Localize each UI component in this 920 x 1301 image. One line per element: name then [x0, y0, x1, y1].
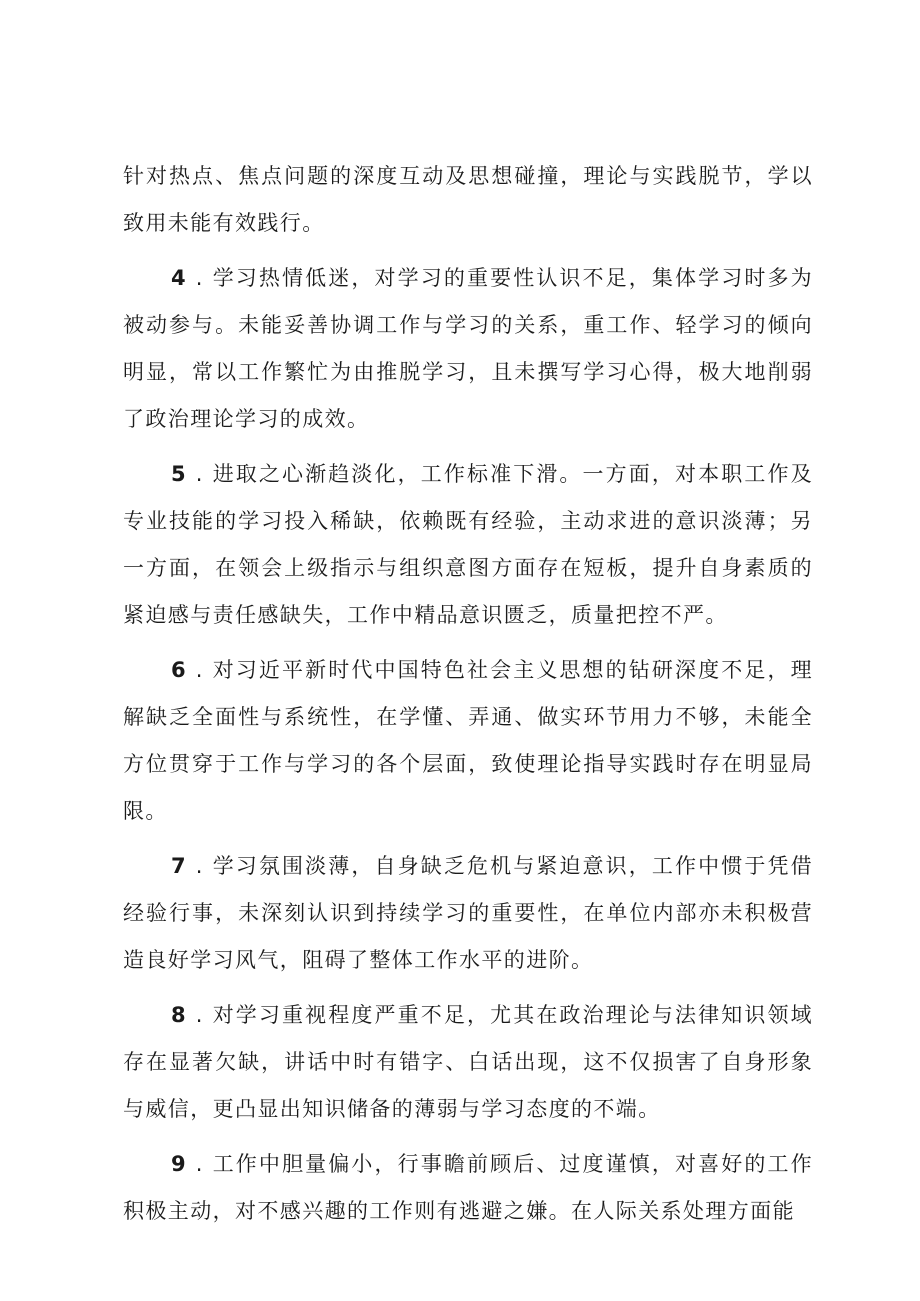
item-separator: .: [187, 658, 213, 682]
item-number: 9: [171, 1152, 188, 1176]
item-number: 7: [171, 854, 188, 878]
list-item-9: [123, 1141, 813, 1235]
paragraph-text: 学习氛围淡薄，自身缺乏危机与紧迫意识，工作中惯于凭借经验行事，未深刻认识到持续学习的重要性，在单位内部亦未积极营造良好学习风气，阻碍了整体工作水平的进阶。: [123, 854, 813, 972]
list-item-6: [123, 647, 813, 835]
paragraph-continuation: [123, 153, 813, 247]
paragraph-text: 工作中胆量偏小，行事瞻前顾后、过度谨慎，对喜好的工作积极主动，对不感兴趣的工作则有逃避之嫌。在人际关系处理方面能: [123, 1152, 813, 1223]
paragraph-text: 学习热情低迷，对学习的重要性认识不足，集体学习时多为被动参与。未能妥善协调工作与学习的关系，重工作、轻学习的倾向明显，常以工作繁忙为由推脱学习，且未撰写学习心得，极大地削弱了政治理论学习的成效。: [123, 266, 813, 431]
item-number: 5: [171, 462, 188, 486]
paragraph-text: 进取之心渐趋淡化，工作标准下滑。一方面，对本职工作及专业技能的学习投入稀缺，依赖既有经验，主动求进的意识淡薄；另一方面，在领会上级指示与组织意图方面存在短板，提升自身素质的紧迫感与责任感缺失，工作中精品意识匮乏，质量把控不严。: [123, 462, 813, 627]
list-item-7: [123, 843, 813, 984]
paragraph-text: 对习近平新时代中国特色社会主义思想的钻研深度不足，理解缺乏全面性与系统性，在学懂、弄通、做实环节用力不够，未能全方位贯穿于工作与学习的各个层面，致使理论指导实践时存在明显局限。: [123, 658, 813, 823]
paragraph-text: 针对热点、焦点问题的深度互动及思想碰撞，理论与实践脱节，学以致用未能有效践行。: [123, 164, 813, 235]
item-separator: .: [187, 1003, 213, 1027]
item-separator: .: [187, 462, 213, 486]
list-item-4: [123, 255, 813, 443]
list-item-5: [123, 451, 813, 639]
item-separator: .: [187, 1152, 213, 1176]
document-body: [123, 153, 813, 1243]
paragraph-text: 对学习重视程度严重不足，尤其在政治理论与法律知识领域存在显著欠缺，讲话中时有错字、白话出现，这不仅损害了自身形象与威信，更凸显出知识储备的薄弱与学习态度的不端。: [123, 1003, 813, 1121]
item-number: 4: [171, 266, 188, 290]
list-item-8: [123, 992, 813, 1133]
item-number: 8: [171, 1003, 188, 1027]
item-separator: .: [187, 854, 213, 878]
item-number: 6: [171, 658, 188, 682]
item-separator: .: [187, 266, 213, 290]
